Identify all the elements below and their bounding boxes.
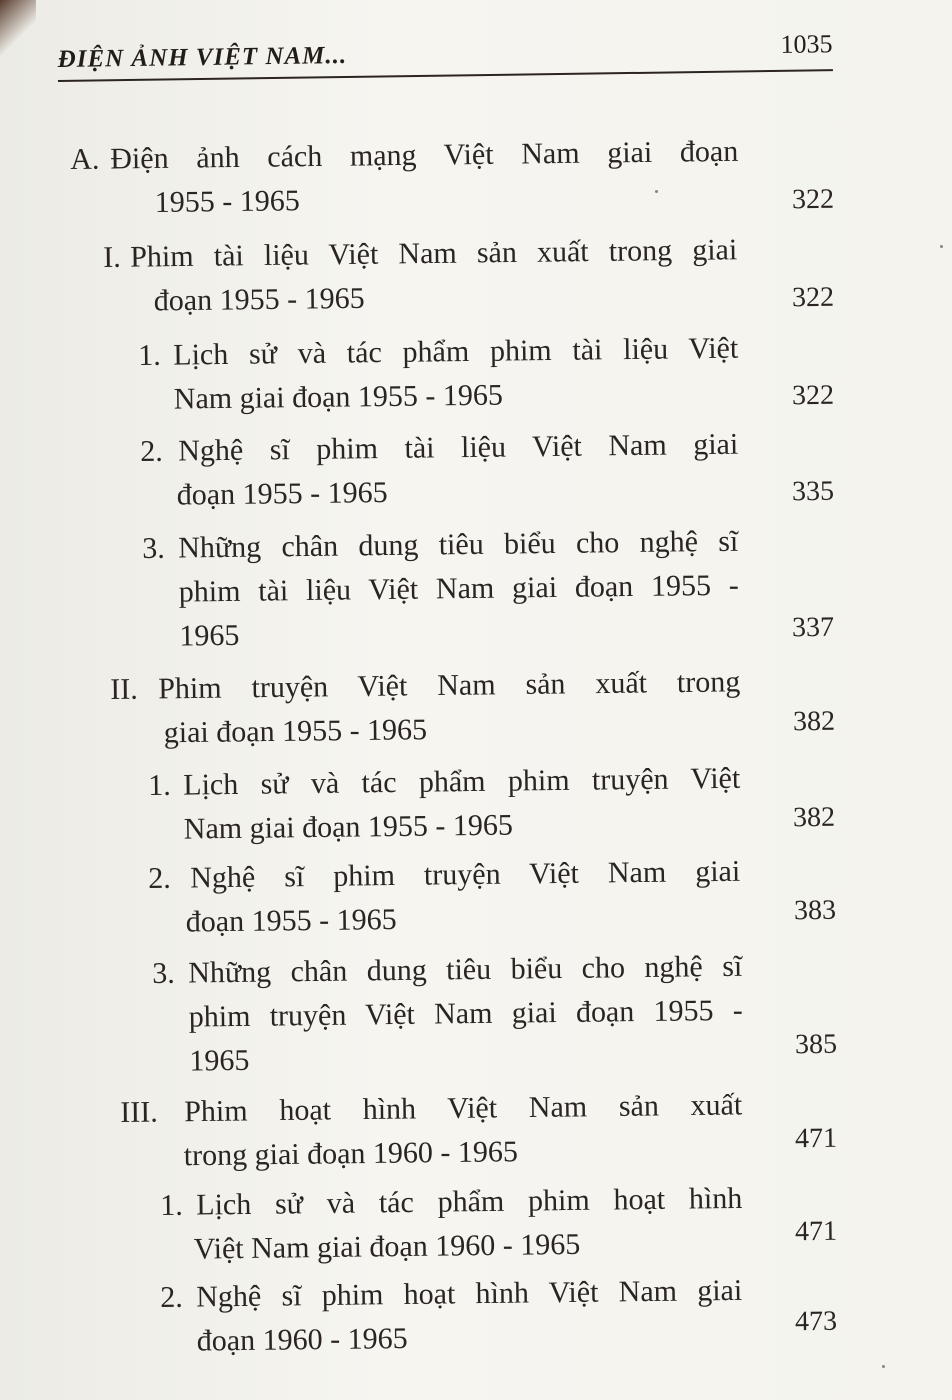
toc-entry-title-line-1: Nghệ sĩ phim hoạt hình Việt Nam giai xyxy=(196,1273,743,1314)
toc-entry-page: 322 xyxy=(791,281,835,314)
toc-entry-title-line-2: đoạn 1960 - 1965 xyxy=(196,1321,408,1358)
toc-entry-title-line-1: Điện ảnh cách mạng Việt Nam giai đoạn xyxy=(110,134,739,176)
toc-entry-page: 322 xyxy=(791,183,835,216)
toc-entry-page: 337 xyxy=(791,611,835,644)
toc-entry-page: 322 xyxy=(791,379,835,412)
toc-entry xyxy=(103,228,738,324)
toc-entry-title-line-2: giai đoạn 1955 - 1965 xyxy=(163,713,428,750)
toc-entry-title-line-2: Nam giai đoạn 1955 - 1965 xyxy=(173,378,504,416)
toc-entry xyxy=(142,520,740,659)
toc-entry-label: I. xyxy=(103,240,121,274)
toc-entry-page: 382 xyxy=(792,705,836,738)
toc-entry-label: 2. xyxy=(148,861,171,895)
toc-entry xyxy=(140,423,739,518)
toc-entry-title-line-1: Nghệ sĩ phim truyện Việt Nam giai xyxy=(190,854,741,895)
toc-entry-title-line-2: phim tài liệu Việt Nam giai đoạn 1955 - xyxy=(178,568,739,609)
toc-entry xyxy=(138,327,739,422)
toc-entry-title-line-2: phim truyện Việt Nam giai đoạn 1955 - xyxy=(188,993,743,1034)
toc-entry-page: 385 xyxy=(794,1028,838,1061)
toc-entry xyxy=(160,1177,743,1272)
toc-entry-page: 471 xyxy=(794,1215,838,1248)
toc-entry-title-line-2: 1955 - 1965 xyxy=(154,184,300,219)
toc-entry-page: 382 xyxy=(792,801,836,834)
toc-entry xyxy=(148,757,741,852)
toc-entry-page: 473 xyxy=(794,1305,838,1338)
paper-speck xyxy=(882,1365,885,1368)
toc-entry-label: 2. xyxy=(140,434,163,468)
toc-entry-title-line-2: Nam giai đoạn 1955 - 1965 xyxy=(183,808,514,846)
paper-speck xyxy=(940,245,943,248)
toc-entry-label: 1. xyxy=(138,338,161,372)
toc-entry-title-line-1: Những chân dung tiêu biểu cho nghệ sĩ xyxy=(188,949,743,990)
toc-entry-label: 1. xyxy=(148,768,171,802)
toc-entry-label: 2. xyxy=(160,1280,183,1314)
toc-entry-label: 3. xyxy=(152,956,175,990)
toc-entry-page: 383 xyxy=(793,894,837,927)
toc-entry-title-line-1: Phim truyện Việt Nam sản xuất trong xyxy=(158,665,741,706)
running-header-title: ĐIỆN ẢNH VIỆT NAM... xyxy=(57,41,348,74)
toc-entry xyxy=(70,130,739,226)
toc-entry-title-line-2: Việt Nam giai đoạn 1960 - 1965 xyxy=(193,1227,581,1266)
toc-entry xyxy=(148,850,741,945)
toc-entry xyxy=(110,660,741,756)
toc-entry-title-line-1: Phim hoạt hình Việt Nam sản xuất xyxy=(184,1088,743,1129)
toc-entry-title-line-1: Những chân dung tiêu biểu cho nghệ sĩ xyxy=(178,524,739,565)
toc-entry-title-line-1: Lịch sử và tác phẩm phim tài liệu Việt xyxy=(173,331,739,372)
toc-entry-title-line-2: trong giai đoạn 1960 - 1965 xyxy=(183,1135,519,1173)
toc-entry-title-line-1: Phim tài liệu Việt Nam sản xuất trong giai xyxy=(130,233,738,274)
toc-entry-label: II. xyxy=(110,672,138,706)
toc-entry-title-line-1: Lịch sử và tác phẩm phim truyện Việt xyxy=(183,761,741,802)
paper-speck xyxy=(655,190,658,193)
toc-entry-label: 3. xyxy=(142,531,165,565)
toc-entry-label: 1. xyxy=(160,1188,183,1222)
toc-entry-title-line-2: đoạn 1955 - 1965 xyxy=(153,281,365,318)
toc-entry-label: III. xyxy=(120,1095,158,1129)
toc-entry-page: 471 xyxy=(794,1122,838,1155)
toc-entry-title-line-3: 1965 xyxy=(189,1043,250,1078)
toc-entry-title-line-1: Nghệ sĩ phim tài liệu Việt Nam giai xyxy=(178,427,739,468)
running-header-page-number: 1035 xyxy=(780,29,833,59)
toc-entry-label: A. xyxy=(70,142,100,176)
toc-entry-title-line-1: Lịch sử và tác phẩm phim hoạt hình xyxy=(196,1181,743,1222)
toc-entry xyxy=(152,945,744,1084)
toc-entry-title-line-2: đoạn 1955 - 1965 xyxy=(176,475,388,512)
toc-entry-title-line-3: 1965 xyxy=(179,618,240,653)
toc-entry-title-line-2: đoạn 1955 - 1965 xyxy=(185,902,397,939)
toc-entry xyxy=(160,1269,743,1364)
toc-entry-page: 335 xyxy=(791,475,835,508)
toc-entry xyxy=(120,1083,743,1179)
